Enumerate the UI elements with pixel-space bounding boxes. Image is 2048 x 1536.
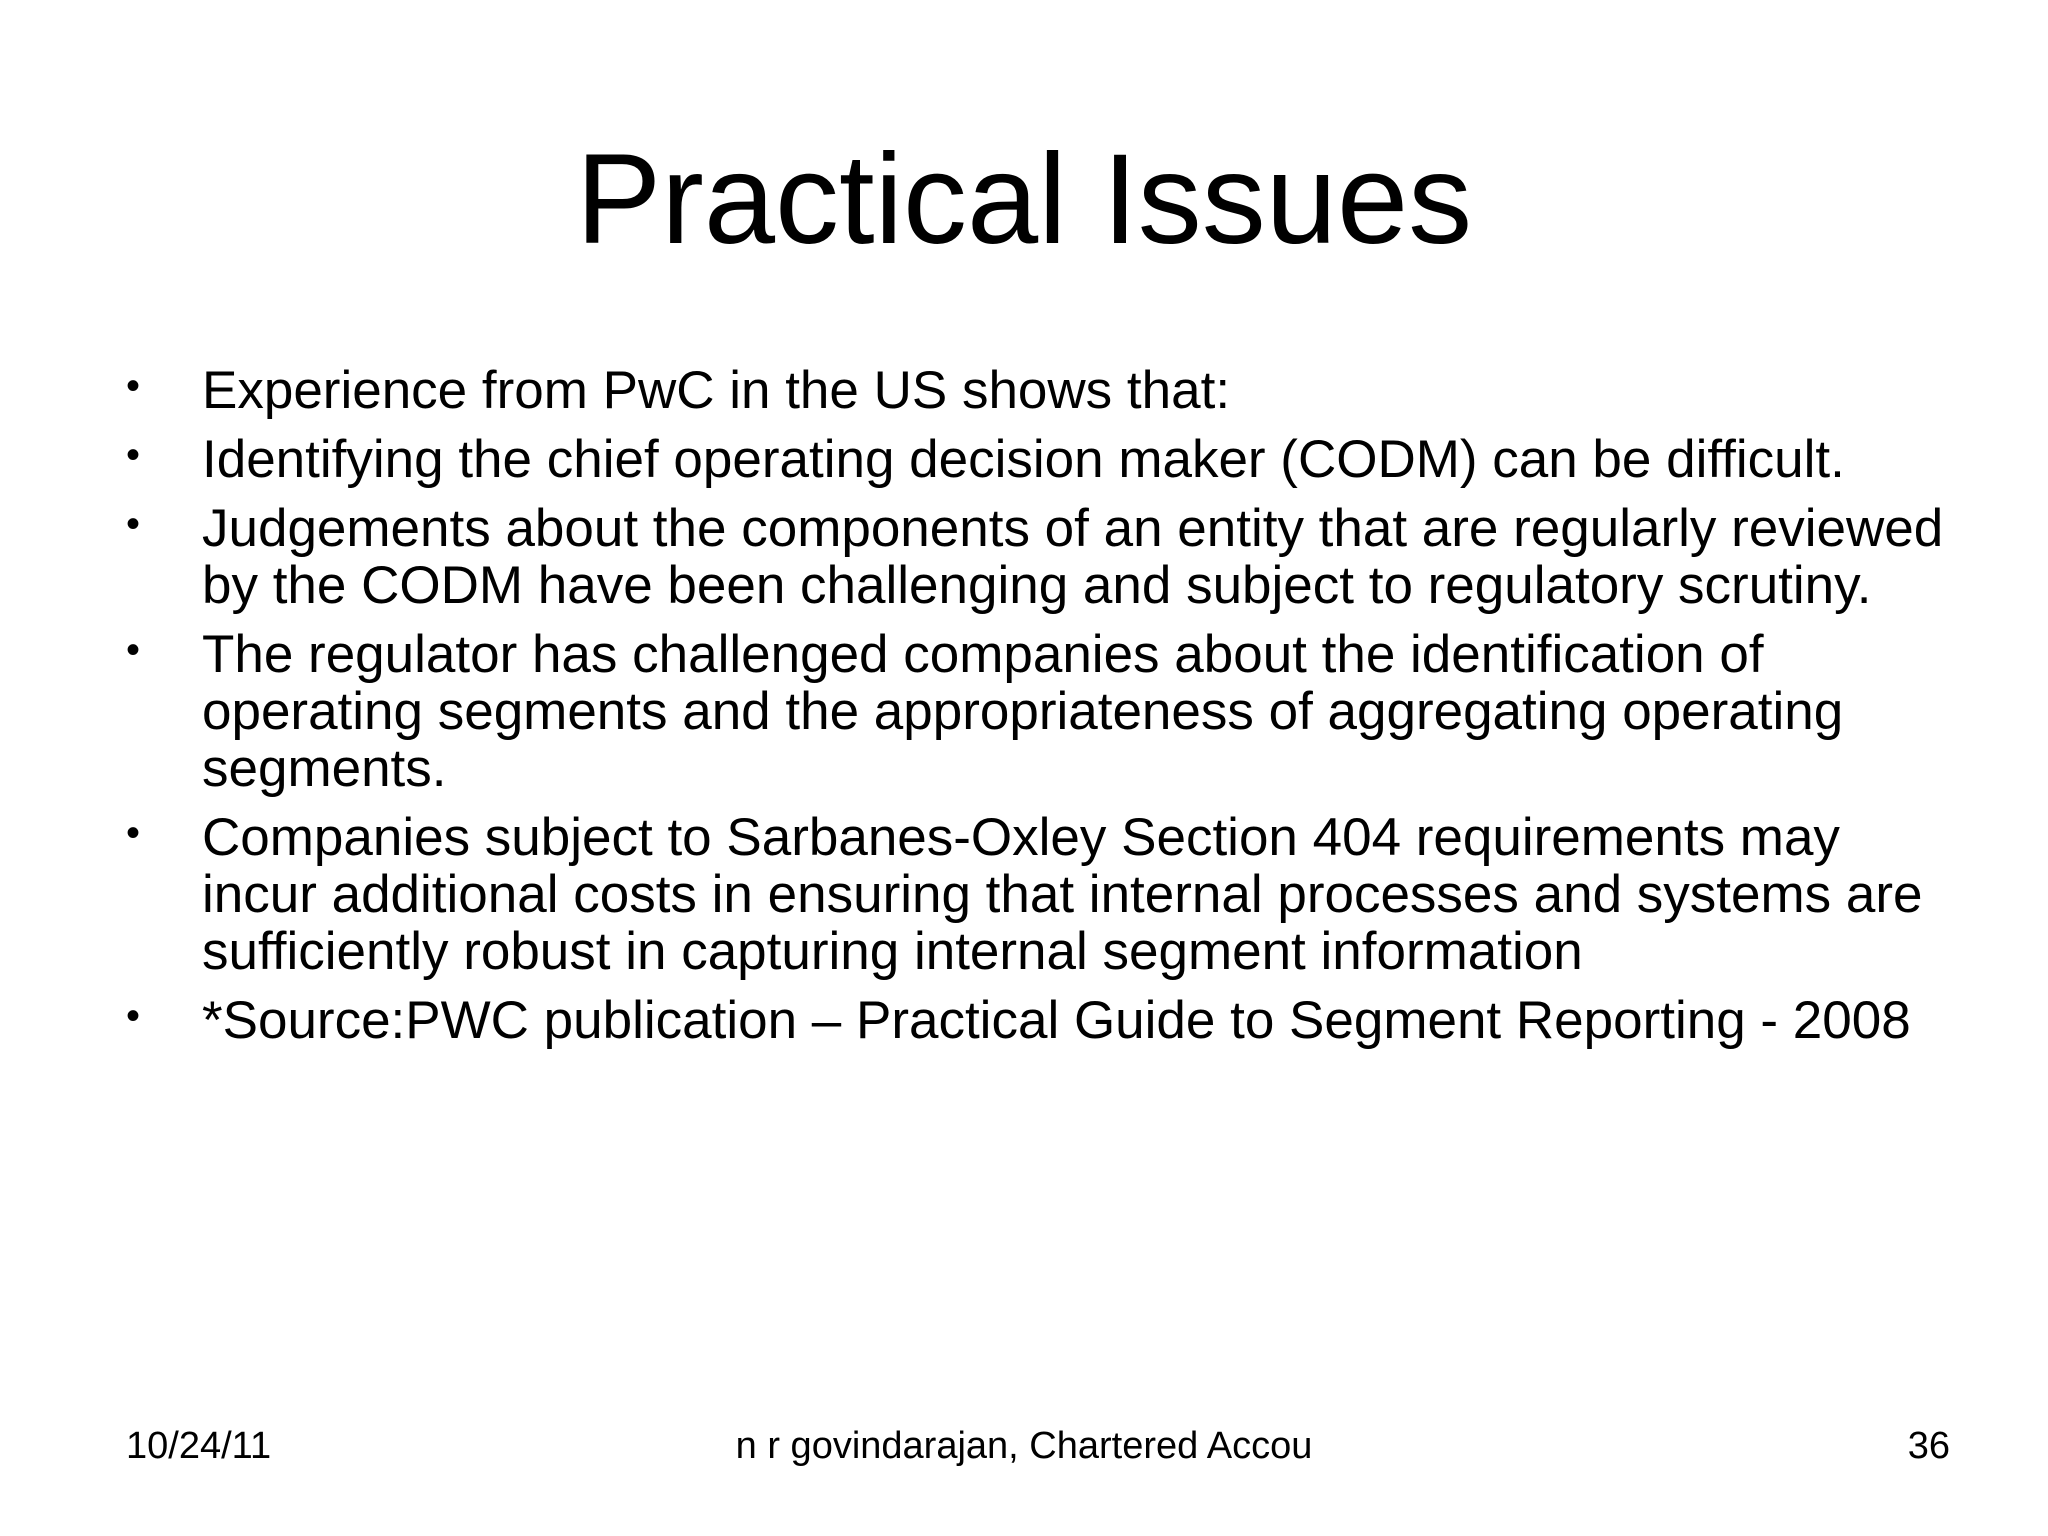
bullet-list <box>120 362 1950 1061</box>
bullet-dot-icon: • <box>126 811 141 855</box>
bullet-item <box>120 431 1950 488</box>
bullet-dot-icon: • <box>126 433 141 477</box>
bullet-item <box>120 992 1950 1049</box>
bullet-text: Companies subject to Sarbanes-Oxley Section 404 requirements may incur additional costs in ensuring that internal processes and systems are sufficiently robust in capturing internal segment information <box>202 808 1923 981</box>
bullet-item <box>120 362 1950 419</box>
slide-title: Practical Issues <box>575 128 1473 271</box>
footer-date: 10/24/11 <box>126 1425 272 1467</box>
bullet-text: Judgements about the components of an entity that are regularly reviewed by the CODM have been challenging and subject to regulatory scrutiny. <box>202 499 1944 615</box>
bullet-item <box>120 809 1950 980</box>
bullet-dot-icon: • <box>126 502 141 546</box>
footer-author: n r govindarajan, Chartered Accou <box>735 1425 1313 1467</box>
footer-page-number: 36 <box>1907 1425 1950 1467</box>
bullet-dot-icon: • <box>126 994 141 1038</box>
bullet-dot-icon: • <box>126 628 141 672</box>
bullet-item <box>120 626 1950 797</box>
bullet-text: *Source:PWC publication – Practical Guide to Segment Reporting - 2008 <box>202 991 1911 1050</box>
bullet-text: The regulator has challenged companies about the identification of operating segments and the appropriateness of aggregating operating segments. <box>202 625 1844 798</box>
bullet-text: Identifying the chief operating decision maker (CODM) can be difficult. <box>202 430 1845 489</box>
bullet-item <box>120 500 1950 614</box>
bullet-text: Experience from PwC in the US shows that: <box>202 361 1231 420</box>
bullet-dot-icon: • <box>126 364 141 408</box>
